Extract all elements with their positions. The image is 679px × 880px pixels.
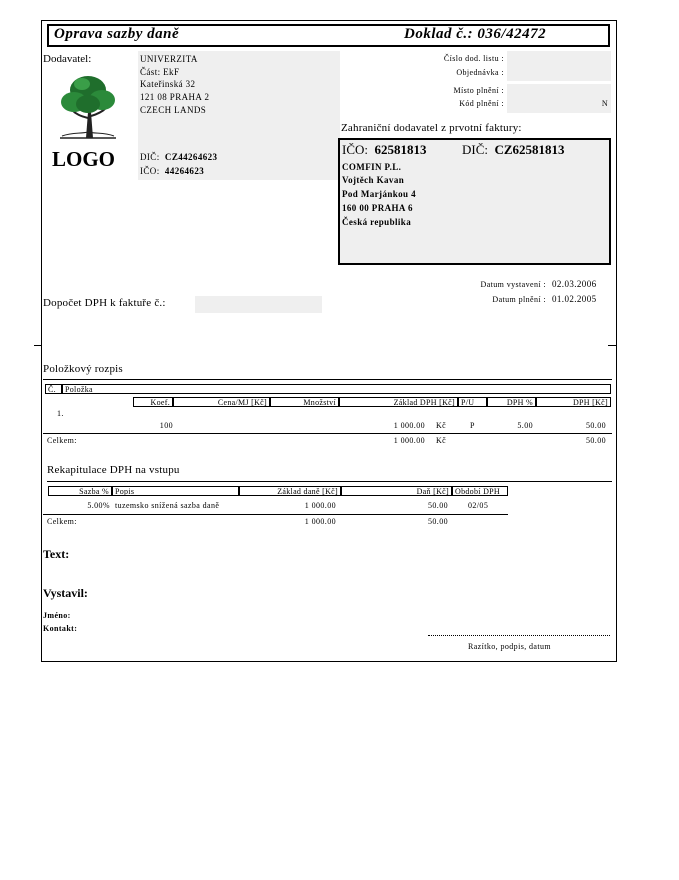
recap-col-popis: Popis (112, 486, 239, 496)
items-heading: Položkový rozpis (43, 363, 123, 375)
items-col-mnozstvi: Množství (270, 397, 339, 407)
item-row-zaklad: 1 000.00 (393, 421, 425, 430)
foreign-line-3: Pod Marjánkou 4 (342, 189, 417, 199)
jmeno-label: Jméno: (43, 611, 71, 620)
items-col-pu: P/U (458, 397, 487, 407)
supplier-line-4: 121 08 PRAHA 2 (140, 92, 210, 102)
recap-row-dan: 50.00 (428, 501, 448, 510)
tree-logo-icon (58, 70, 118, 140)
logo-text: LOGO (52, 147, 116, 171)
issued-date: 02.03.2006 (552, 279, 597, 289)
dopocet-label: Dopočet DPH k faktuře č.: (43, 297, 166, 309)
supplier-label: Dodavatel: (43, 53, 92, 65)
supplier-ico: IČO: 44264623 (140, 166, 205, 176)
recap-col-dan: Daň [Kč] (341, 486, 452, 496)
item-row-dph: 50.00 (586, 421, 606, 430)
objednavka-label: Objednávka : (456, 68, 504, 77)
supplier-line-3: Kateřinská 32 (140, 79, 196, 89)
recap-row-obdobi: 02/05 (468, 501, 489, 510)
recap-col-sazba: Sazba % (48, 486, 112, 496)
items-col-dph-pct: DPH % (487, 397, 536, 407)
items-heading-line (43, 379, 612, 380)
items-total-line (43, 433, 612, 434)
kod-plneni-label: Kód plnění : (459, 99, 504, 108)
items-col-dph: DPH [Kč] (536, 397, 611, 407)
item-row-dph-pct: 5.00 (517, 421, 533, 430)
item-row-pu: P (470, 421, 475, 430)
items-total-currency: Kč (436, 436, 447, 445)
items-total-label: Celkem: (47, 436, 77, 445)
supplier-line-2: Část: EkF (140, 67, 180, 77)
recap-heading: Rekapitulace DPH na vstupu (47, 464, 180, 476)
foreign-line-2: Vojtěch Kavan (342, 175, 405, 185)
foreign-dic: DIČ: CZ62581813 (462, 142, 565, 157)
items-col-c: Č. (45, 384, 62, 394)
supplier-line-5: CZECH LANDS (140, 105, 207, 115)
recap-col-zaklad: Základ daně [Kč] (239, 486, 341, 496)
foreign-line-5: Česká republika (342, 217, 412, 227)
signature-label: Razítko, podpis, datum (468, 642, 552, 651)
recap-total-zaklad: 1 000.00 (304, 517, 336, 526)
fold-mark-right (608, 345, 617, 346)
recap-row-sazba: 5.00% (87, 501, 110, 510)
items-col-zaklad: Základ DPH [Kč] (339, 397, 458, 407)
recap-heading-line (47, 481, 612, 482)
foreign-line-4: 160 00 PRAHA 6 (342, 203, 413, 213)
performed-date-label: Datum plnění : (492, 295, 546, 304)
cislo-objednavka-box (507, 51, 611, 81)
foreign-ico: IČO: 62581813 (342, 142, 427, 157)
recap-col-obdobi: Období DPH (452, 486, 508, 496)
document-number: Doklad č.: 036/42472 (404, 26, 547, 42)
supplier-line-1: UNIVERZITA (140, 54, 198, 64)
items-total-dph: 50.00 (586, 436, 606, 445)
supplier-dic: DIČ: CZ44264623 (140, 152, 218, 162)
fold-mark-left (34, 345, 41, 346)
cislo-dod-listu-label: Číslo dod. listu : (443, 54, 504, 63)
recap-total-line (43, 514, 508, 515)
dopocet-field (195, 296, 322, 313)
performed-date: 01.02.2005 (552, 294, 597, 304)
items-col-koef: Koef. (133, 397, 173, 407)
recap-row-popis: tuzemsko snížená sazba daně (115, 501, 220, 510)
misto-plneni-label: Místo plnění : (453, 86, 504, 95)
item-row-koef: 100 (159, 421, 173, 430)
foreign-supplier-heading: Zahraniční dodavatel z prvotní faktury: (341, 122, 522, 134)
text-label: Text: (43, 547, 70, 561)
kontakt-label: Kontakt: (43, 624, 78, 633)
vystavil-label: Vystavil: (43, 586, 88, 600)
items-col-cena: Cena/MJ [Kč] (173, 397, 270, 407)
item-row-number: 1. (57, 409, 64, 418)
kod-plneni-value: N (601, 99, 608, 108)
item-row-currency: Kč (436, 421, 447, 430)
items-col-polozka: Položka (62, 384, 611, 394)
recap-total-dan: 50.00 (428, 517, 448, 526)
items-total-zaklad: 1 000.00 (393, 436, 425, 445)
foreign-line-1: COMFIN P.L. (342, 162, 402, 172)
signature-line (428, 635, 610, 636)
issued-date-label: Datum vystavení : (480, 280, 546, 289)
recap-row-zaklad: 1 000.00 (304, 501, 336, 510)
document-title: Oprava sazby daně (54, 26, 180, 42)
recap-total-label: Celkem: (47, 517, 77, 526)
